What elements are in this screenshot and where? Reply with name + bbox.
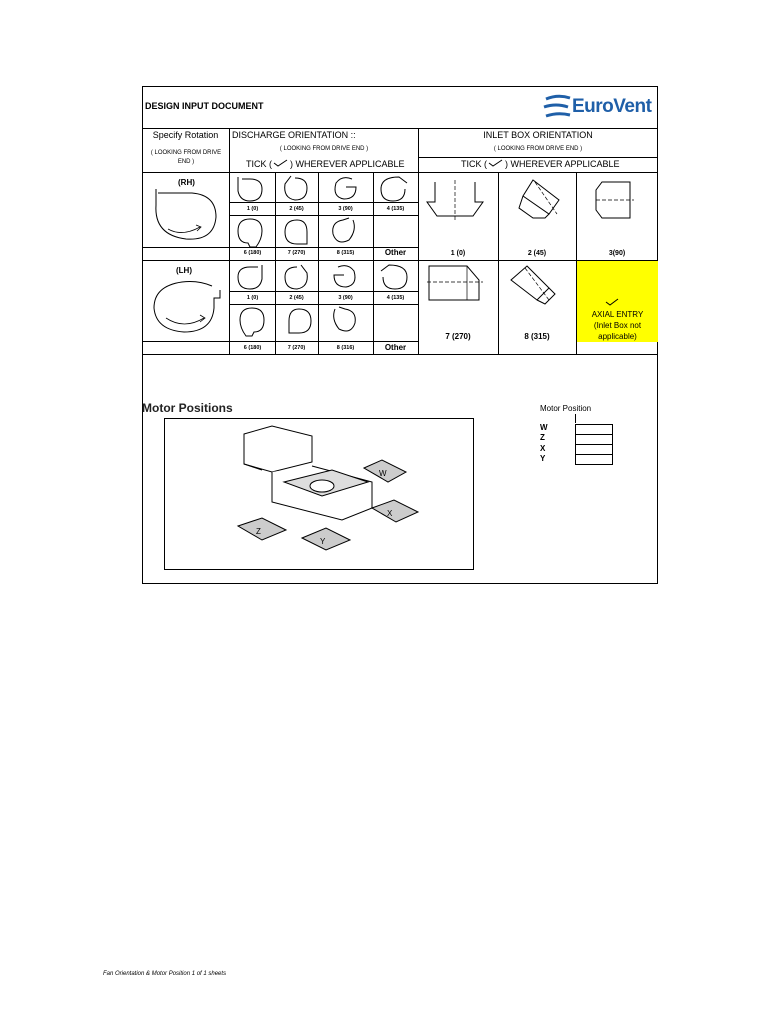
inlet-box-icon	[425, 180, 495, 230]
inlet-sub-label: ( LOOKING FROM DRIVE END )	[493, 146, 583, 152]
motor-position-label: Motor Position	[540, 404, 592, 413]
inlet-box-icon	[427, 264, 497, 314]
discharge-angle-label: 8 (315)	[336, 250, 355, 256]
fan-discharge-icon	[330, 175, 360, 203]
fan-discharge-icon	[236, 175, 266, 203]
discharge-angle-label: 6 (180)	[243, 345, 262, 351]
divider	[230, 215, 418, 216]
lh-label: (LH)	[176, 266, 192, 275]
fan-discharge-icon	[329, 216, 359, 246]
logo-text: EuroVent	[572, 96, 652, 117]
tick-mark-icon	[487, 159, 505, 169]
fan-discharge-icon	[283, 218, 313, 246]
tick-text-before: TICK (	[461, 159, 487, 169]
axial-entry-note: applicable)	[598, 332, 637, 341]
discharge-angle-label: 4 (135)	[386, 295, 405, 301]
discharge-angle-label: 7 (270)	[287, 345, 306, 351]
discharge-other-label: Other	[384, 248, 407, 257]
fan-discharge-icon	[236, 263, 266, 291]
tick-mark-icon	[272, 159, 290, 169]
discharge-angle-label: 6 (180)	[243, 250, 262, 256]
rotation-sub-label: ( LOOKING FROM DRIVE END )	[150, 150, 222, 165]
discharge-other-label: Other	[384, 343, 407, 352]
discharge-angle-label: 1 (0)	[246, 206, 259, 212]
tick-text-after: ) WHEREVER APPLICABLE	[290, 159, 405, 169]
axial-entry-label: AXIAL ENTRY	[591, 310, 644, 319]
divider	[575, 414, 576, 423]
fan-discharge-icon	[377, 175, 411, 203]
motor-letter-y: Y	[540, 454, 546, 463]
inlet-tick-label	[461, 159, 620, 169]
divider	[318, 172, 319, 354]
footer-text: Fan Orientation & Motor Position 1 of 1 sheets	[103, 971, 227, 977]
motor-letter-w: W	[540, 423, 548, 432]
inlet-box-icon	[515, 178, 585, 234]
discharge-angle-label: 3 (90)	[338, 206, 353, 212]
svg-text:Z: Z	[256, 527, 261, 536]
inlet-angle-label: 2 (45)	[527, 250, 547, 257]
tick-text-before: TICK (	[246, 159, 272, 169]
document-title: DESIGN INPUT DOCUMENT	[145, 101, 264, 111]
divider	[373, 172, 374, 354]
inlet-angle-label: 8 (315)	[524, 332, 550, 341]
discharge-angle-label: 8 (316)	[336, 345, 355, 351]
fan-discharge-icon	[330, 263, 360, 291]
tick-text-after: ) WHEREVER APPLICABLE	[505, 159, 620, 169]
axial-entry-note: (Inlet Box not	[593, 321, 642, 330]
discharge-tick-label	[246, 159, 405, 169]
specify-rotation-label: Specify Rotation	[152, 130, 219, 140]
motor-position-table[interactable]	[575, 424, 613, 465]
tick-mark-icon	[604, 297, 620, 307]
discharge-angle-label: 3 (90)	[338, 295, 353, 301]
divider	[142, 128, 658, 129]
divider	[230, 304, 418, 305]
lh-rotation-icon	[148, 278, 234, 338]
fan-discharge-icon	[283, 307, 313, 335]
fan-discharge-icon	[281, 263, 311, 291]
logo-mark-icon	[542, 94, 572, 122]
discharge-sub-label: ( LOOKING FROM DRIVE END )	[279, 146, 369, 152]
inlet-angle-label: 7 (270)	[445, 332, 471, 341]
divider	[142, 341, 418, 342]
motor-positions-heading: Motor Positions	[142, 401, 233, 415]
discharge-angle-label: 2 (45)	[289, 295, 304, 301]
motor-diagram-icon	[232, 426, 422, 566]
divider	[142, 172, 658, 173]
rh-rotation-icon	[146, 187, 232, 247]
eurovent-logo	[542, 94, 652, 122]
svg-text:Y: Y	[320, 537, 326, 546]
fan-discharge-icon	[281, 174, 311, 202]
divider	[418, 128, 419, 354]
discharge-angle-label: 7 (270)	[287, 250, 306, 256]
divider	[230, 291, 418, 292]
discharge-angle-label: 1 (0)	[246, 295, 259, 301]
discharge-angle-label: 2 (45)	[289, 206, 304, 212]
motor-letter-z: Z	[540, 433, 545, 442]
divider	[142, 354, 658, 355]
svg-text:X: X	[387, 509, 393, 518]
inlet-angle-label: 3(90)	[608, 250, 626, 257]
fan-discharge-icon	[236, 217, 266, 245]
svg-text:W: W	[379, 469, 387, 478]
motor-letter-x: X	[540, 444, 546, 453]
fan-discharge-icon	[329, 305, 359, 335]
discharge-angle-label: 4 (135)	[386, 206, 405, 212]
divider	[498, 172, 499, 354]
divider	[418, 157, 658, 158]
fan-discharge-icon	[236, 306, 266, 336]
inlet-title: INLET BOX ORIENTATION	[483, 130, 593, 140]
inlet-box-icon	[590, 180, 646, 226]
rh-label: (RH)	[178, 178, 195, 187]
divider	[275, 172, 276, 354]
inlet-box-icon	[505, 262, 575, 318]
discharge-title: DISCHARGE ORIENTATION ::	[232, 130, 356, 140]
inlet-angle-label: 1 (0)	[450, 250, 466, 257]
fan-discharge-icon	[377, 263, 411, 291]
